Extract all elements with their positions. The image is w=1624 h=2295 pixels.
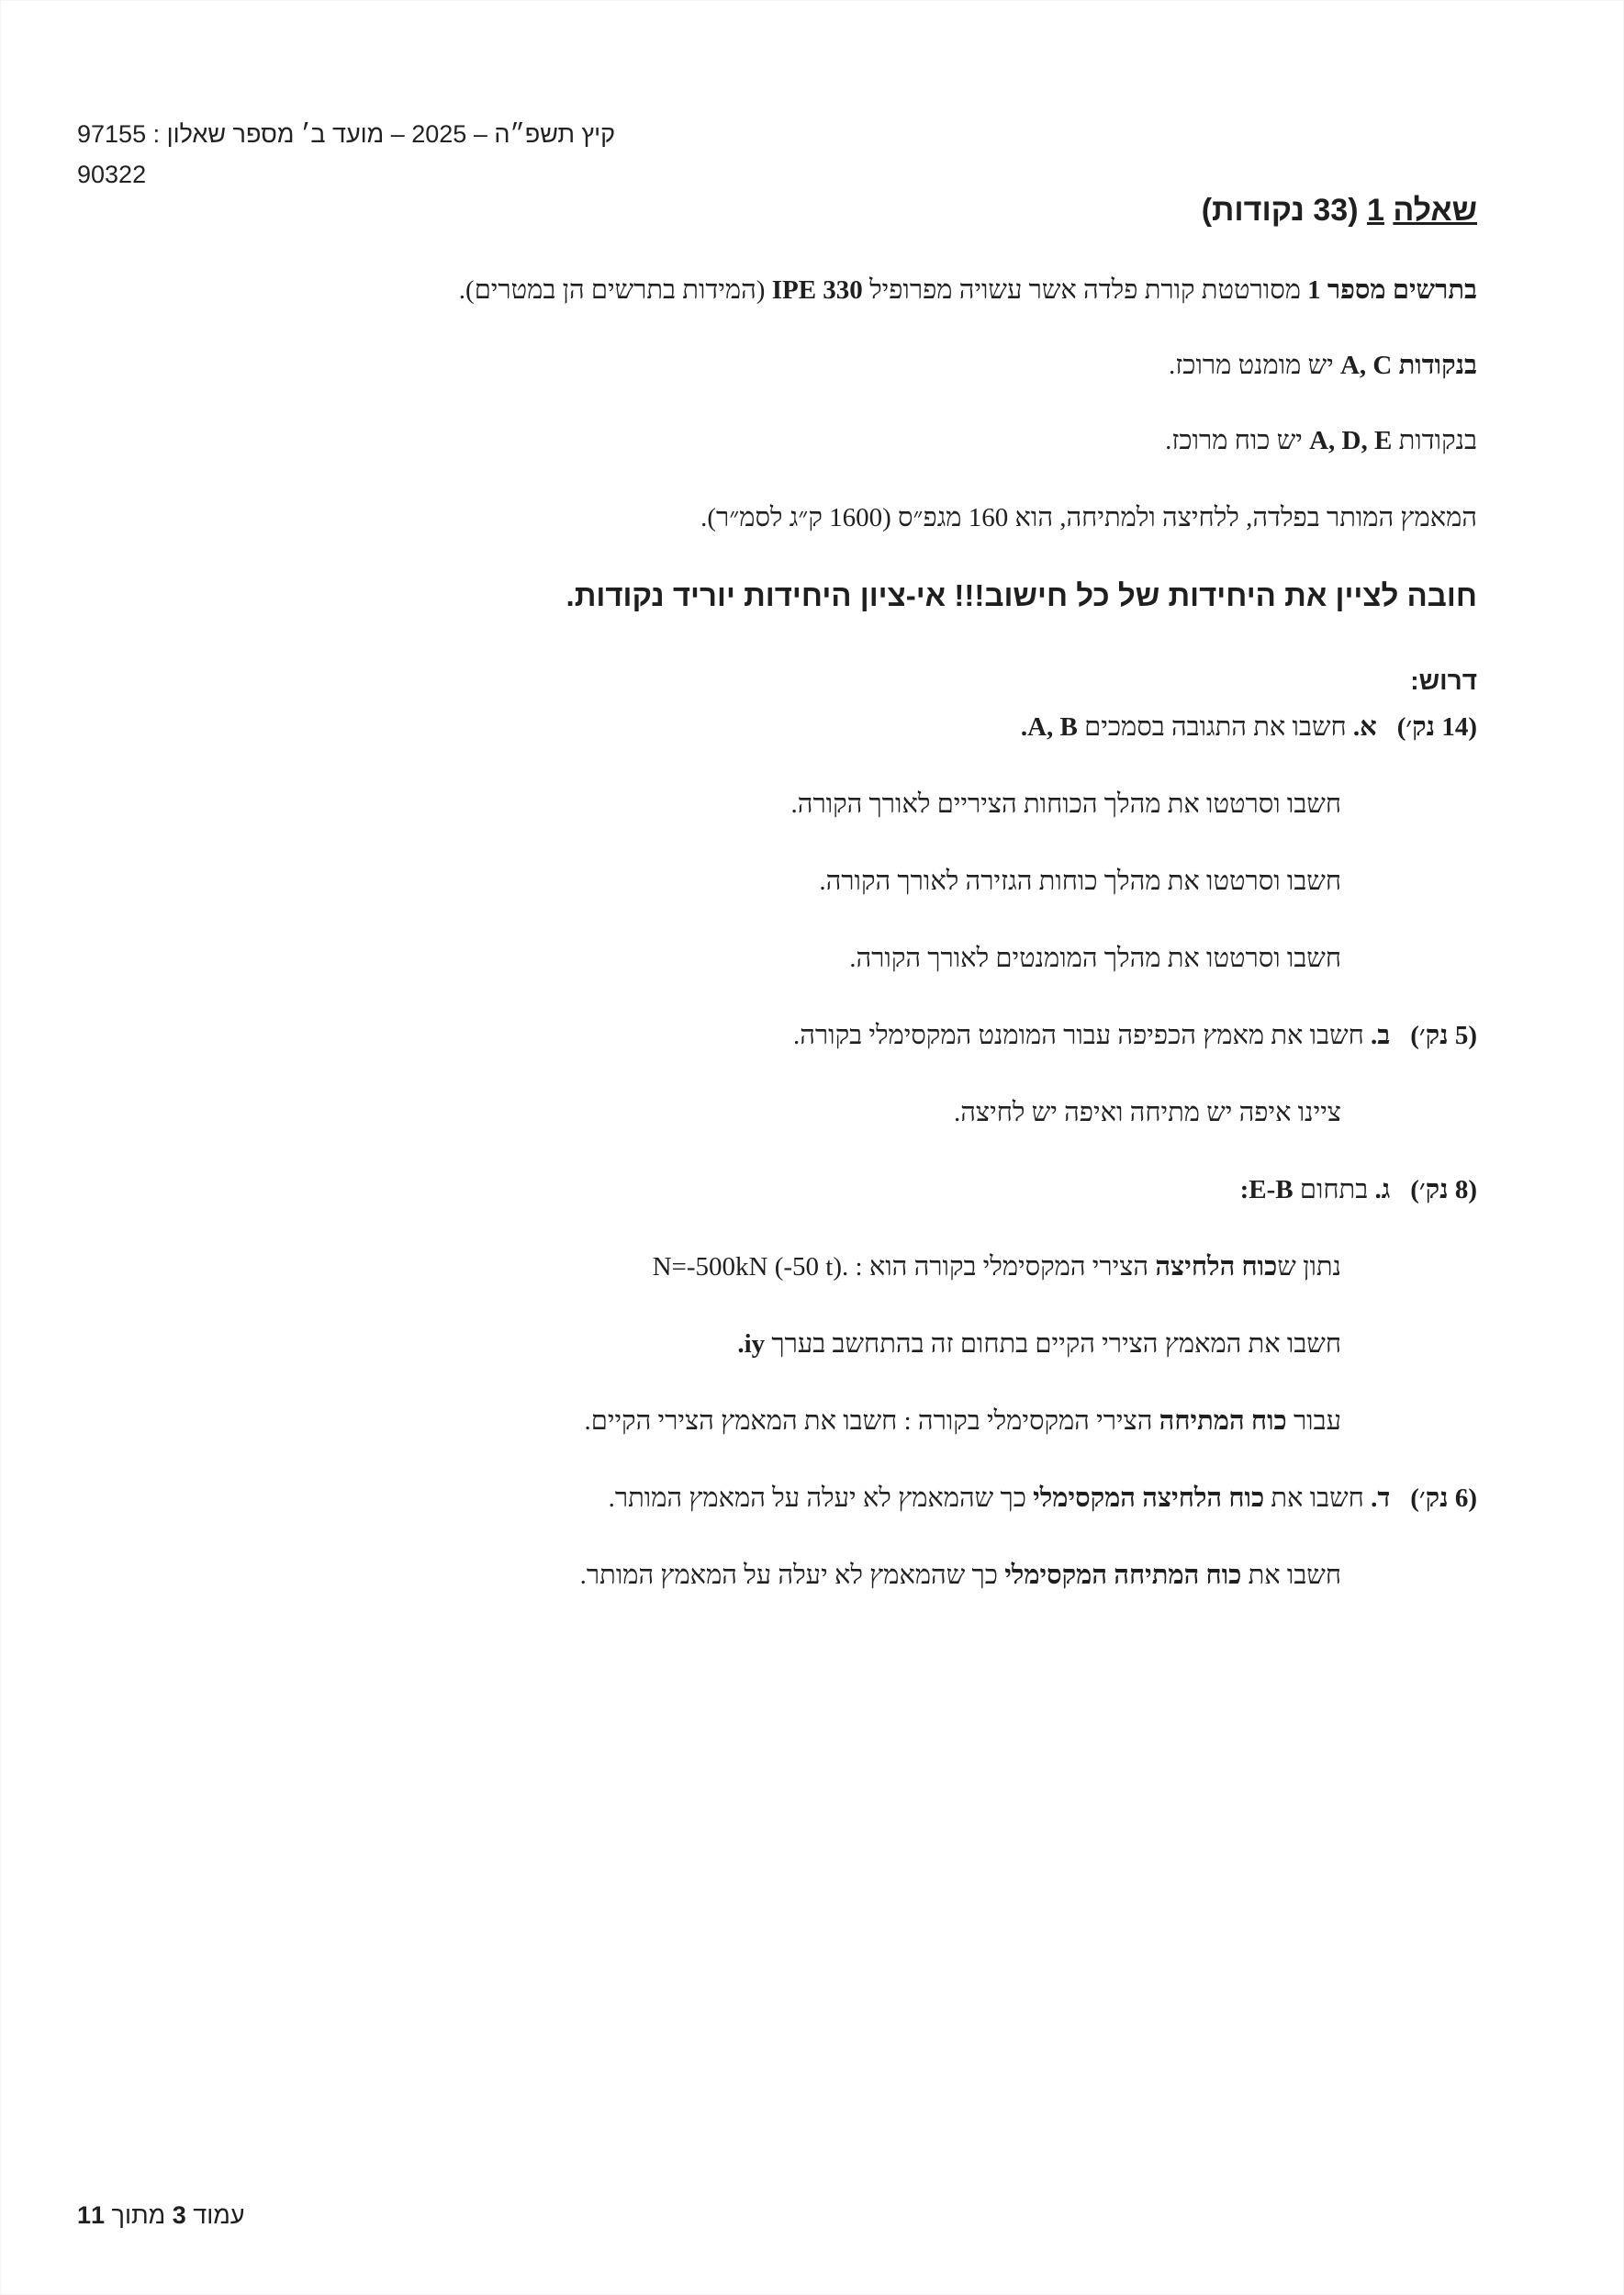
part-c-sub-2-text: חשבו את המאמץ הצירי הקיים בתחום זה בהתחשב בערך (765, 1329, 1341, 1359)
question-points: (33 נקודות) (1201, 193, 1359, 228)
part-b-points: (5 נק׳) (1410, 1021, 1477, 1050)
max-tension-term: כוח המתיחה המקסימלי (1004, 1561, 1242, 1590)
part-d-points: (6 נק׳) (1410, 1483, 1477, 1513)
exam-info-line: קיץ תשפ״ה – 2025 – מועד ב׳ מספר שאלון : 97155 (77, 120, 616, 148)
part-c (1240, 1175, 1477, 1205)
force-points: A, D, E (1309, 426, 1393, 455)
required-label: דרוש: (1410, 666, 1477, 695)
radius-of-gyration-symbol: iy (744, 1329, 766, 1359)
part-c-sub-1 (653, 1252, 1341, 1282)
part-d-letter: ד. (1371, 1483, 1391, 1513)
part-a-points: (14 נק׳) (1396, 712, 1477, 742)
part-c-sub-1-text: הצירי המקסימלי בקורה הוא : (848, 1252, 1156, 1282)
total-pages: 11 (77, 2201, 106, 2229)
moment-points: A, C (1339, 351, 1399, 380)
part-c-points: (8 נק׳) (1410, 1175, 1477, 1204)
intro-text: יש מומנט מרוכז. (1168, 351, 1340, 380)
part-b (793, 1021, 1477, 1051)
part-b-letter: ב. (1371, 1021, 1391, 1050)
part-a (1021, 712, 1477, 743)
part-c-range: E-B (1249, 1175, 1294, 1204)
part-a-text: חשבו את התגובה בסמכים (1077, 712, 1353, 742)
max-compression-term: כוח הלחיצה המקסימלי (1033, 1483, 1265, 1513)
part-d-text: חשבו את (1264, 1483, 1372, 1513)
part-a-sub-2: חשבו וסרטטו את מהלך כוחות הגזירה לאורך הקורה. (819, 867, 1341, 896)
intro-paragraph-3 (1165, 426, 1477, 456)
units-warning: חובה לציין את היחידות של כל חישוב!!! אי-ציון היחידות יוריד נקודות. (566, 578, 1477, 612)
page-footer (77, 2201, 244, 2230)
exam-header (77, 114, 615, 195)
question-title (1202, 193, 1477, 229)
part-d-sub-1-text: חשבו את (1241, 1561, 1341, 1590)
part-d-sub-1-text: כך שהמאמץ לא יעלה על המאמץ המותר. (579, 1561, 1005, 1590)
intro-text: יש כוח מרוכז. (1165, 426, 1310, 455)
part-c-letter: ג. (1374, 1175, 1391, 1204)
current-page-number: 3 (172, 2201, 186, 2229)
intro-paragraph-2 (1169, 351, 1477, 381)
intro-paragraph-1 (459, 275, 1477, 306)
part-a-end: . (1020, 712, 1028, 742)
footer-text: עמוד (185, 2201, 245, 2229)
intro-label: בנקודות (1398, 351, 1477, 380)
part-a-letter: א. (1352, 712, 1377, 742)
part-c-sub-3-text: הצירי המקסימלי בקורה : חשבו את המאמץ הצירי הקיים. (584, 1406, 1159, 1436)
part-c-sub-3 (585, 1406, 1342, 1437)
footer-text: מתוך (105, 2201, 173, 2229)
intro-text: (המידות בתרשים הן במטרים). (458, 275, 772, 305)
axial-force-value: N=-500kN (-50 t). (652, 1252, 849, 1282)
part-b-sub-1: ציינו איפה יש מתיחה ואיפה יש לחיצה. (954, 1098, 1341, 1127)
part-d (609, 1483, 1477, 1514)
tension-force-term: כוח המתיחה (1159, 1406, 1287, 1436)
part-b-text: חשבו את מאמץ הכפיפה עבור המומנט המקסימלי בקורה. (793, 1021, 1372, 1050)
part-a-supports: A, B (1027, 712, 1078, 742)
question-word: שאלה (1393, 193, 1477, 228)
part-a-sub-1: חשבו וסרטטו את מהלך הכוחות הציריים לאורך הקורה. (790, 789, 1341, 819)
part-c-sub-2 (737, 1329, 1341, 1360)
intro-text: מסורטטת קורת פלדה אשר עשויה מפרופיל (862, 275, 1308, 305)
part-c-sub-2-end: . (737, 1329, 745, 1359)
compression-force-term: כוח הלחיצה (1155, 1252, 1278, 1282)
figure-reference: בתרשים מספר 1 (1307, 275, 1477, 305)
part-c-sub-1-text: נתון ש (1277, 1252, 1341, 1282)
part-c-text: בתחום (1293, 1175, 1375, 1204)
part-a-sub-3: חשבו וסרטטו את מהלך המומנטים לאורך הקורה. (849, 944, 1341, 973)
part-c-colon: : (1239, 1175, 1249, 1204)
part-c-sub-3-text: עבור (1286, 1406, 1341, 1436)
allowable-stress-text: המאמץ המותר בפלדה, ללחיצה ולמתיחה, הוא 160 מגפ״ס (1600 ק״ג לסמ״ר). (700, 503, 1477, 532)
part-d-sub-1 (580, 1561, 1341, 1591)
part-d-text: כך שהמאמץ לא יעלה על המאמץ המותר. (608, 1483, 1034, 1513)
profile-name: IPE 330 (771, 275, 863, 305)
exam-code-line: 90322 (77, 161, 147, 188)
intro-label: בנקודות (1392, 426, 1477, 455)
question-number: 1 (1367, 193, 1384, 228)
